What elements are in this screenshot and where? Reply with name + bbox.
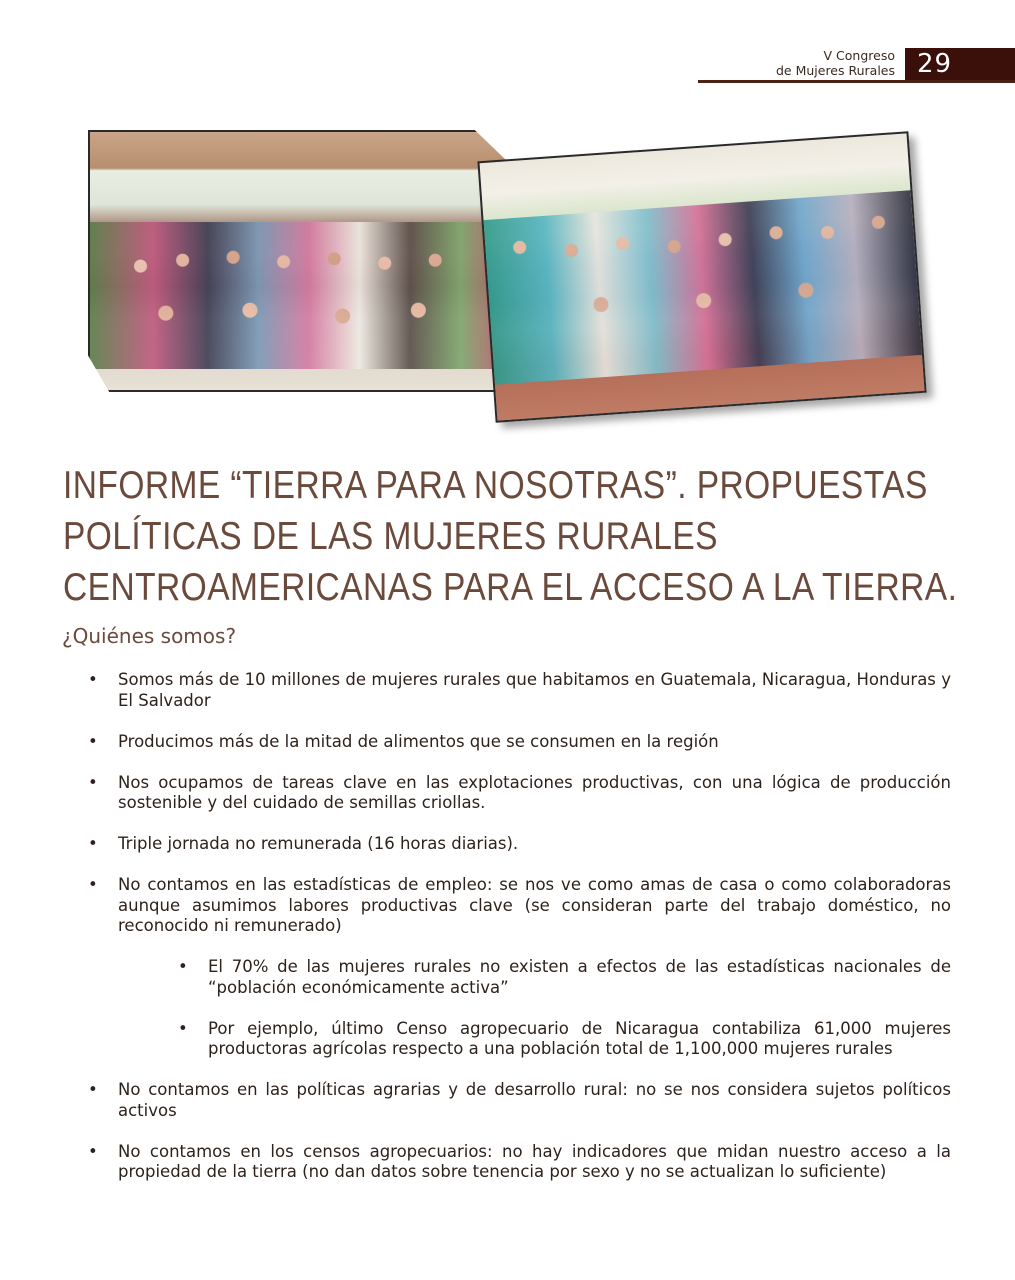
header-line-2: de Mujeres Rurales — [775, 63, 895, 78]
sub-bullet-item: • El 70% de las mujeres rurales no existen a efectos de las estadísticas nacionales de “población económicamente activa” — [208, 957, 951, 998]
group-photo-2 — [477, 131, 926, 422]
header-text — [776, 48, 895, 78]
title-line-3: CENTROAMERICANAS PARA EL ACCESO A LA TIERRA. — [63, 566, 958, 609]
bullet-item: • Somos más de 10 millones de mujeres rurales que habitamos en Guatemala, Nicaragua, Honduras y El Salvador — [118, 670, 951, 711]
bullet-item: • No contamos en las políticas agrarias y de desarrollo rural: no se nos considera sujetos políticos activos — [118, 1080, 951, 1121]
section-subtitle: ¿Quiénes somos? — [62, 624, 237, 648]
group-photo-1 — [88, 130, 513, 392]
header-rule — [698, 80, 1015, 83]
bullet-item-with-sublist — [118, 875, 951, 1060]
bullet-list — [118, 670, 951, 1203]
article-title — [63, 460, 958, 613]
bullet-item: • Triple jornada no remunerada (16 horas diarias). — [118, 834, 951, 855]
sub-bullet-list — [208, 957, 951, 1060]
title-line-1: INFORME “TIERRA PARA NOSOTRAS”. PROPUESTAS — [63, 464, 928, 507]
bullet-item: • No contamos en los censos agropecuarios: no hay indicadores que midan nuestro acceso a la propiedad de la tierra (no dan datos sobre tenencia por sexo y no se actualizan lo suficiente) — [118, 1142, 951, 1183]
title-line-2: POLÍTICAS DE LAS MUJERES RURALES — [63, 515, 718, 558]
group-photo-1-crowd — [90, 222, 511, 369]
bullet-item: • Producimos más de la mitad de alimentos que se consumen en la región — [118, 732, 951, 753]
sub-bullet-item: • Por ejemplo, último Censo agropecuario de Nicaragua contabiliza 61,000 mujeres productoras agrícolas respecto a una población total de 1,100,000 mujeres rurales — [208, 1019, 951, 1060]
bullet-item-text: No contamos en las estadísticas de empleo: se nos ve como amas de casa o como colaboradoras aunque asumimos labores productivas clave (se consideran parte del trabajo doméstico, no reconocido ni remunerado) — [118, 875, 951, 935]
bullet-item: • Nos ocupamos de tareas clave en las explotaciones productivas, con una lógica de producción sostenible y del cuidado de semillas criollas. — [118, 773, 951, 814]
header-line-1: V Congreso — [823, 48, 895, 63]
page-number: 29 — [905, 48, 1015, 80]
group-photo-2-crowd — [483, 190, 921, 385]
